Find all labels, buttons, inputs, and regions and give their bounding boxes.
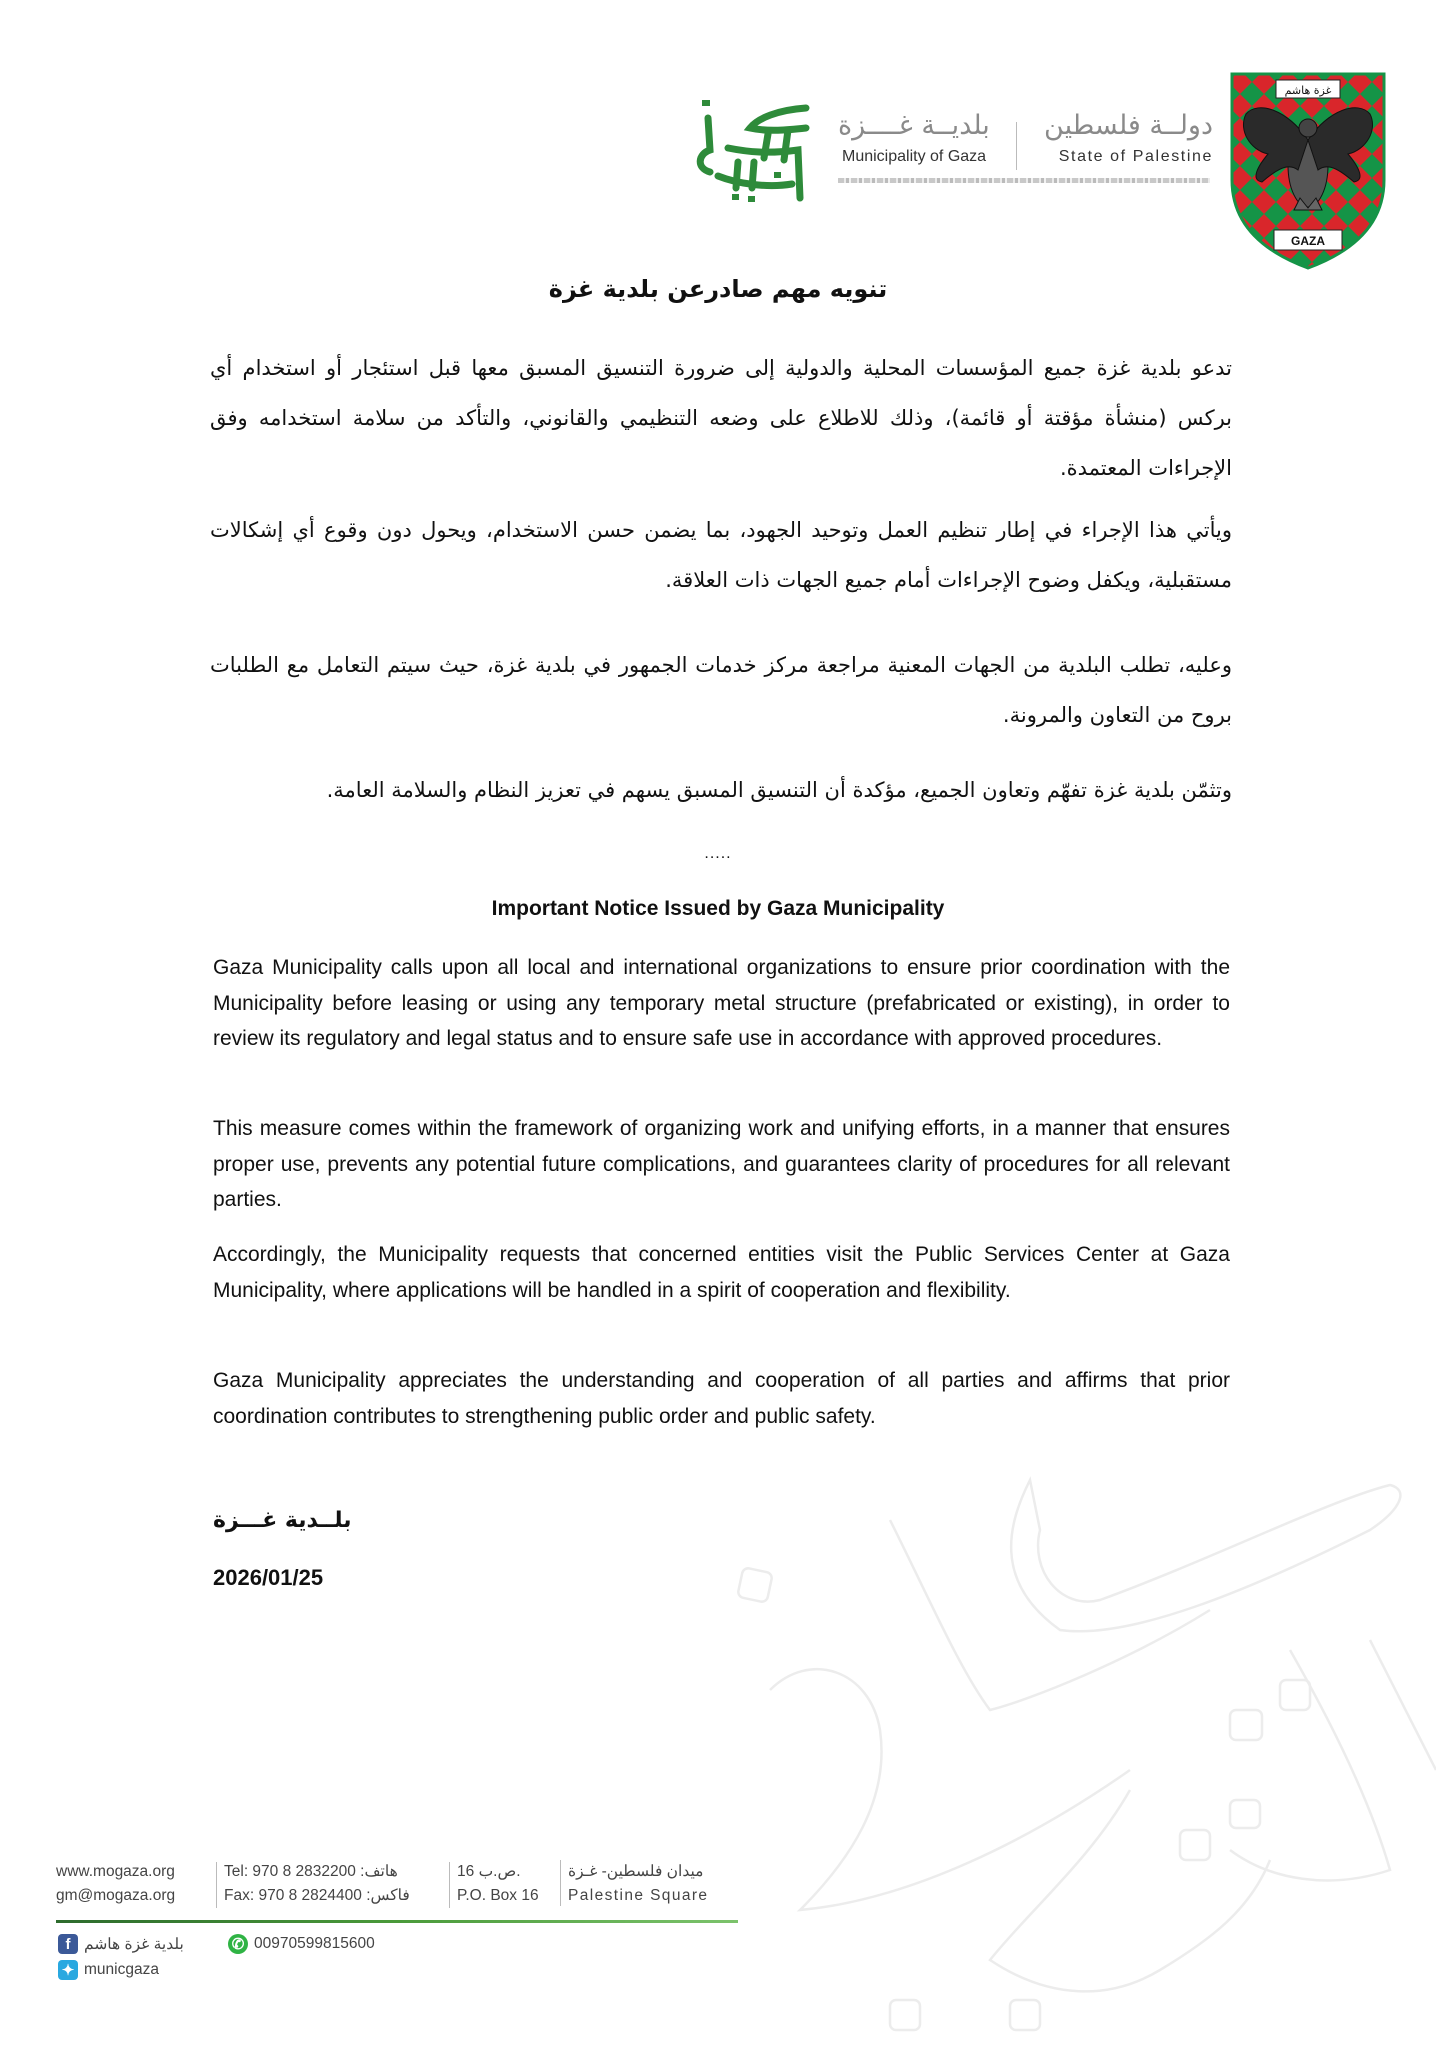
section-separator: ..... <box>704 845 732 862</box>
footer-address-en: Palestine Square <box>568 1887 709 1904</box>
twitter-icon: ✦ <box>58 1960 78 1980</box>
state-name-ar: دولــة فلسطين <box>1044 110 1213 141</box>
header-title-block <box>838 110 1213 190</box>
header-ornament-line <box>838 178 1210 183</box>
municipality-name-ar: بلديــة غــــزة <box>838 110 990 141</box>
calligraphy-watermark <box>730 1440 1436 2048</box>
footer-facebook[interactable] <box>58 1934 184 1954</box>
calligraphy-logo-text: كافي التنمية <box>688 88 694 89</box>
footer-email[interactable]: gm@mogaza.org <box>56 1887 176 1904</box>
english-paragraph-4: Gaza Municipality appreciates the understanding and cooperation of all parties and affirms that prior coordination contributes to strengthening public order and public safety. <box>213 1369 1230 1428</box>
whatsapp-icon: ✆ <box>228 1934 248 1954</box>
crest-banner-bottom: GAZA <box>1291 234 1325 248</box>
footer-whatsapp[interactable] <box>228 1934 375 1954</box>
footer-pobox-en: P.O. Box 16 <box>457 1887 539 1904</box>
state-name-en: State of Palestine <box>1058 148 1213 165</box>
footer-divider <box>216 1862 217 1908</box>
arabic-paragraph-1: تدعو بلدية غزة جميع المؤسسات المحلية والدولية إلى ضرورة التنسيق المسبق معها قبل استئجار أو استخدام أي بركس (منشأة مؤقتة أو قائمة)، وذلك للاطلاع على وضعه التنظيمي والقانوني، والتأكد من سلامة استخدامه وفق الإجراءات المعتمدة. <box>210 356 1232 480</box>
arabic-paragraph-3: وعليه، تطلب البلدية من الجهات المعنية مراجعة مركز خدمات الجمهور في بلدية غزة، حيث سيتم التعامل مع الطلبات بروح من التعاون والمرونة. <box>210 653 1232 727</box>
facebook-label: بلدية غزة هاشم <box>84 1935 184 1953</box>
signature-municipality: بلــدية غـــزة <box>213 1508 352 1533</box>
arabic-paragraph-2: ويأتي هذا الإجراء في إطار تنظيم العمل وتوحيد الجهود، بما يضمن حسن الاستخدام، ويحول دون وقوع أي إشكالات مستقبلية، ويكفل وضوح الإجراءات أمام جميع الجهات ذات العلاقة. <box>210 518 1232 592</box>
gaza-crest-logo <box>1228 70 1388 270</box>
document-date: 2026/01/25 <box>213 1565 324 1590</box>
header-divider <box>1016 122 1017 170</box>
english-paragraph-3: Accordingly, the Municipality requests that concerned entities visit the Public Services Center at Gaza Municipality, where applications will be handled in a spirit of cooperation and flexibility. <box>213 1243 1230 1302</box>
english-title: Important Notice Issued by Gaza Municipality <box>491 897 945 920</box>
footer <box>56 1860 742 2000</box>
footer-fax: Fax: 970 8 2824400 :فاكس <box>224 1887 410 1904</box>
calligraphy-logo <box>688 88 818 208</box>
twitter-handle: municgaza <box>84 1961 159 1978</box>
footer-twitter[interactable] <box>58 1960 159 1980</box>
footer-pobox-ar: 16 ص.ب. <box>457 1863 521 1880</box>
english-paragraph-2: This measure comes within the framework of organizing work and unifying efforts, in a manner that ensures proper use, prevents any potential future complications, and guarantees clarity of procedures for all relevant parties. <box>213 1117 1230 1211</box>
footer-green-line <box>56 1920 738 1923</box>
municipality-name-en: Municipality of Gaza <box>842 148 987 165</box>
footer-divider <box>560 1860 561 1906</box>
footer-website[interactable]: www.mogaza.org <box>56 1863 175 1880</box>
footer-divider <box>449 1862 450 1908</box>
facebook-icon: f <box>58 1934 78 1954</box>
crest-banner-top: غزة هاشم <box>1284 84 1332 97</box>
english-paragraph-1: Gaza Municipality calls upon all local and international organizations to ensure prior coordination with the Municipality before leasing or using any temporary metal structure (prefabricated or existing), in order to review its regulatory and legal status and to ensure safe use in accordance with approved procedures. <box>213 956 1230 1050</box>
whatsapp-number: 00970599815600 <box>254 1935 375 1952</box>
arabic-paragraph-4: وتثمّن بلدية غزة تفهّم وتعاون الجميع، مؤكدة أن التنسيق المسبق يسهم في تعزيز النظام والسلامة العامة. <box>326 778 1232 802</box>
footer-address-ar: ميدان فلسطين- غـزة <box>568 1863 704 1880</box>
footer-tel: Tel: 970 8 2832200 :هاتف <box>224 1863 398 1880</box>
arabic-title: تنويه مهم صادرعن بلدية غزة <box>548 275 888 303</box>
